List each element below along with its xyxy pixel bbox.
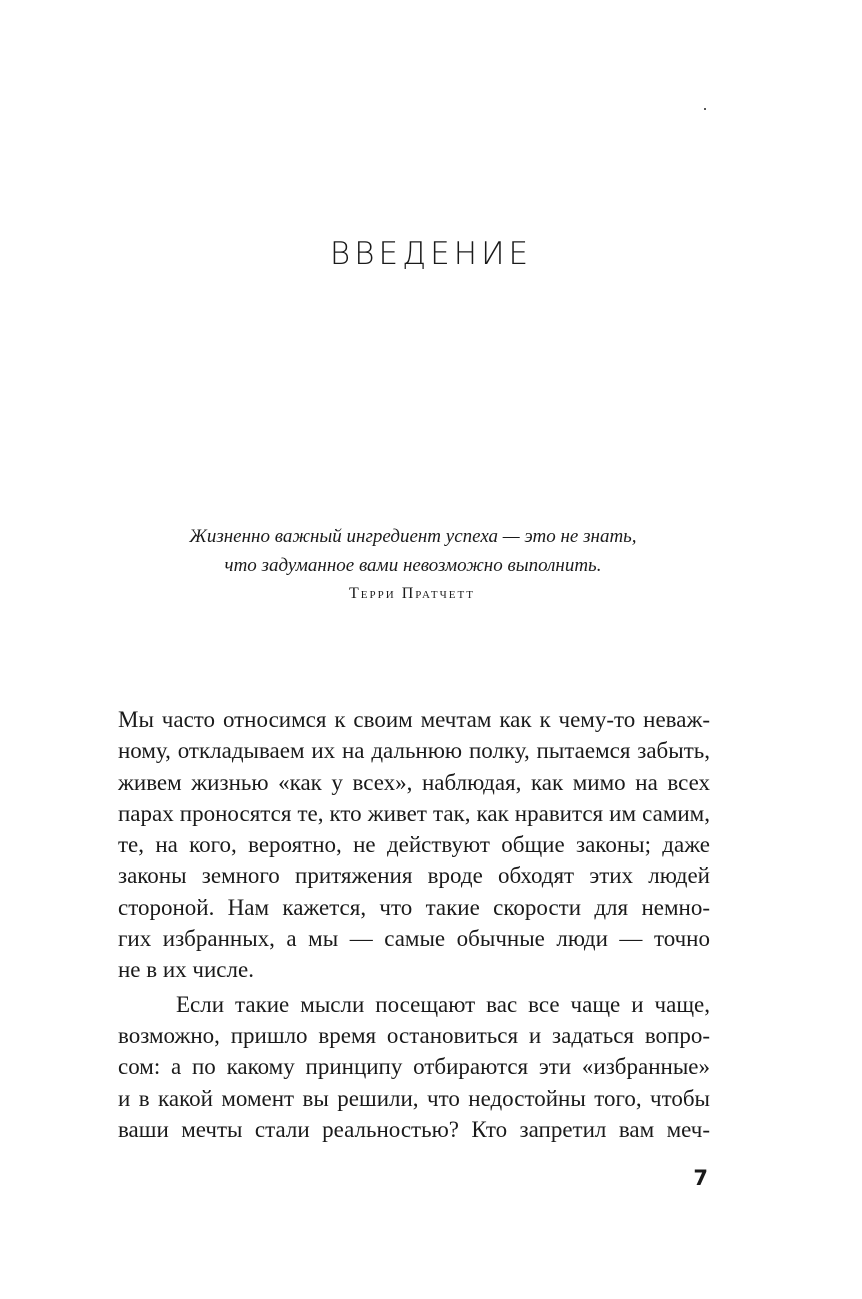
paragraph-2-line: возможно, пришло время остановиться и задаться вопро- xyxy=(118,1022,710,1048)
paragraph-2-line: Если такие мысли посещают вас все чаще и чаще, xyxy=(176,991,710,1017)
paragraph-2-line: ваши мечты стали реальностью? Кто запретил вам меч- xyxy=(118,1116,710,1142)
corner-mark xyxy=(704,108,706,110)
epigraph-line: Жизненно важный ингредиент успеха — это не знать, xyxy=(189,526,637,547)
paragraph-1-line: те, на кого, вероятно, не действуют общие законы; даже xyxy=(118,832,710,858)
epigraph-quote xyxy=(0,522,826,580)
paragraph-1-line: гих избранных, а мы — самые обычные люди — точно xyxy=(118,926,710,952)
paragraph-1-line: стороной. Нам кажется, что такие скорости для немно- xyxy=(118,894,710,920)
chapter-title: ВВЕДЕНИЕ xyxy=(329,236,533,272)
paragraph-1-line: живем жизнью «как у всех», наблюдая, как мимо на всех xyxy=(118,769,710,795)
paragraph-1-line: законы земного притяжения вроде обходят этих людей xyxy=(118,863,710,889)
paragraph-2-line: сом: а по какому принципу отбираются эти «избранные» xyxy=(118,1054,710,1080)
page-number: 7 xyxy=(693,1166,708,1190)
paragraph-2-line: и в какой момент вы решили, что недостойны того, чтобы xyxy=(118,1085,710,1111)
body-text xyxy=(118,704,710,1145)
paragraph-1-line: ному, откладываем их на дальнюю полку, пытаемся забыть, xyxy=(118,738,710,764)
paragraph-1-line: парах проносятся те, кто живет так, как нравится им самим, xyxy=(118,800,710,826)
paragraph-1-line: Мы часто относимся к своим мечтам как к чему-то неваж- xyxy=(118,707,710,732)
epigraph-author: Терри Пратчетт xyxy=(349,585,475,602)
paragraph-1-line: не в их числе. xyxy=(118,957,254,983)
epigraph-line: что задуманное вами невозможно выполнить. xyxy=(224,555,602,576)
